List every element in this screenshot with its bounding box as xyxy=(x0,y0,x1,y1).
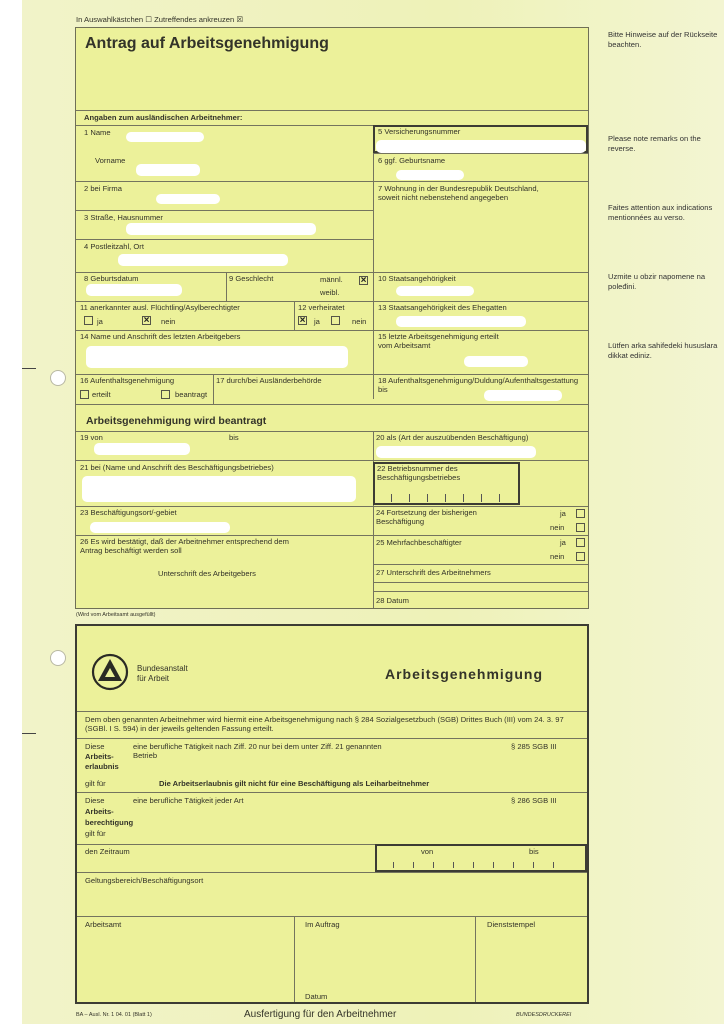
checkbox-refugee-no[interactable]: × xyxy=(143,315,150,326)
label-employer: 21 bei (Name und Anschrift des Beschäftigungsbetriebes) xyxy=(80,463,274,472)
redacted-insurance-number xyxy=(376,140,586,153)
order-label: Im Auftrag xyxy=(305,920,340,929)
checkbox-permit-granted[interactable] xyxy=(80,390,89,399)
permit-box xyxy=(75,624,589,1004)
work-permit-note: Die Arbeitserlaubnis gilt nicht für eine Beschäftigung als Leiharbeitnehmer xyxy=(159,779,430,788)
footer-form-number: BA – Ausl. Nr. 1 04. 01 (Blatt 1) xyxy=(76,1012,152,1018)
punch-hole-top xyxy=(50,370,66,386)
label-residence-until: 18 Aufenthaltsgenehmigung/Duldung/Aufenthaltsgestattung bis xyxy=(378,376,579,394)
work-entitlement-label-4: gilt für xyxy=(85,829,106,838)
label-birth-name: 6 ggf. Geburtsname xyxy=(378,156,446,165)
checkbox-continuation-no[interactable] xyxy=(576,523,585,532)
checkbox-male[interactable]: × xyxy=(360,275,367,286)
label-permit-granted: erteilt xyxy=(92,390,111,399)
redacted-last-employer xyxy=(86,346,348,368)
label-until: bis xyxy=(229,433,239,442)
redacted-city xyxy=(118,254,288,266)
redacted-street xyxy=(126,223,316,235)
label-firstname: Vorname xyxy=(95,156,126,165)
label-last-employer: 14 Name und Anschrift des letzten Arbeitgebers xyxy=(80,332,241,341)
label-spouse-nationality: 13 Staatsangehörigkeit des Ehegatten xyxy=(378,303,507,312)
label-employee-signature: 27 Unterschrift des Arbeitnehmers xyxy=(376,568,491,577)
checkbox-permit-applied[interactable] xyxy=(161,390,170,399)
side-note-fr: Faites attention aux indications mentionnées au verso. xyxy=(608,203,713,222)
redacted-workplace xyxy=(90,522,230,533)
label-last-permit: 15 letzte Arbeitsgenehmigung erteilt vom Arbeitsamt xyxy=(378,332,499,350)
checkbox-multiple-yes[interactable] xyxy=(576,538,585,547)
checkbox-married-no[interactable] xyxy=(331,316,340,325)
label-continuation: 24 Fortsetzung der bisherigen Beschäftigung xyxy=(376,508,477,526)
label-occupation: 20 als (Art der auszuübenden Beschäftigung) xyxy=(376,433,529,442)
redacted-birthdate xyxy=(86,284,182,296)
period-from: von xyxy=(421,847,434,856)
footer-printer: BUNDESDRUCKEREI xyxy=(516,1012,572,1018)
side-note-tr: Lütfen arka sahifedeki hususlara dikkat ediniz. xyxy=(608,341,718,360)
form-title: Antrag auf Arbeitsgenehmigung xyxy=(85,35,329,52)
redacted-nationality xyxy=(396,286,474,296)
top-note: In Auswahlkästchen ☐ Zutreffendes ankreuzen ☒ xyxy=(76,15,244,24)
label-continuation-yes: ja xyxy=(560,509,566,518)
redacted-spouse-nationality xyxy=(396,316,526,327)
label-refugee-yes: ja xyxy=(97,317,103,326)
label-name: 1 Name xyxy=(84,128,111,137)
office-label: Arbeitsamt xyxy=(85,920,122,929)
redacted-company xyxy=(156,194,220,204)
label-refugee-no: nein xyxy=(161,317,176,326)
checkbox-multiple-no[interactable] xyxy=(576,552,585,561)
work-entitlement-label-1: Diese xyxy=(85,796,105,805)
label-birthdate: 8 Geburtsdatum xyxy=(84,274,139,283)
work-entitlement-label-3: berechtigung xyxy=(85,818,134,827)
label-gender-female: weibl. xyxy=(320,288,340,297)
label-residence-germany: 7 Wohnung in der Bundesrepublik Deutschland, soweit nicht nebenstehend angegeben xyxy=(378,184,539,202)
side-note-en: Please note remarks on the reverse. xyxy=(608,134,701,153)
redacted-last-permit xyxy=(464,356,528,367)
office-note: (Wird vom Arbeitsamt ausgefüllt) xyxy=(76,612,156,618)
agency-name-2: für Arbeit xyxy=(137,674,170,683)
label-date: 28 Datum xyxy=(376,596,409,605)
period-label: den Zeitraum xyxy=(85,847,130,856)
label-married-yes: ja xyxy=(314,317,320,326)
label-zip-city: 4 Postleitzahl, Ort xyxy=(84,242,144,251)
stamp-label: Dienststempel xyxy=(487,920,536,929)
redacted-name xyxy=(126,132,204,142)
label-married: 12 verheiratet xyxy=(298,303,345,312)
redacted-period xyxy=(94,443,190,455)
work-entitlement-text: eine berufliche Tätigkeit jeder Art xyxy=(133,796,244,805)
work-entitlement-label-2: Arbeits- xyxy=(85,807,114,816)
work-entitlement-law: § 286 SGB III xyxy=(511,796,557,805)
work-permit-label-2: Arbeits- xyxy=(85,752,114,761)
label-multiple-no: nein xyxy=(550,552,565,561)
permit-title: Arbeitsgenehmigung xyxy=(385,666,544,682)
label-residence-permit: 16 Aufenthaltsgenehmigung xyxy=(80,376,175,385)
label-gender: 9 Geschlecht xyxy=(229,274,274,283)
checkbox-married-yes[interactable]: × xyxy=(299,315,306,326)
permit-intro: Dem oben genannten Arbeitnehmer wird hiermit eine Arbeitsgenehmigung nach § 284 Sozialgesetzbuch (SGB) Drittes Buch (III) vom 24. 3. 97 (SGBl. I S. 594) in der jeweils geltenden Fassung erteilt. xyxy=(85,715,564,733)
label-employer-signature: Unterschrift des Arbeitgebers xyxy=(158,569,256,578)
label-gender-male: männl. xyxy=(320,275,343,284)
agency-logo xyxy=(91,653,129,691)
label-from: 19 von xyxy=(80,433,103,442)
side-note-de: Bitte Hinweise auf der Rückseite beachten. xyxy=(608,30,718,49)
label-nationality: 10 Staatsangehörigkeit xyxy=(378,274,456,283)
section-request: Arbeitsgenehmigung wird beantragt xyxy=(86,415,267,427)
label-workplace: 23 Beschäftigungsort/-gebiet xyxy=(80,508,177,517)
label-permit-applied: beantragt xyxy=(175,390,208,399)
period-until: bis xyxy=(529,847,539,856)
agency-name-1: Bundesanstalt xyxy=(137,664,188,673)
fold-mark-bottom xyxy=(22,733,36,734)
redacted-firstname xyxy=(136,164,200,176)
fold-mark-top xyxy=(22,368,36,369)
period-box xyxy=(375,844,587,872)
work-permit-label-4: gilt für xyxy=(85,779,106,788)
label-continuation-no: nein xyxy=(550,523,565,532)
label-street: 3 Straße, Hausnummer xyxy=(84,213,163,222)
side-note-hr: Uzmite u obzir napomene na poleđini. xyxy=(608,272,706,291)
footer-copy-label: Ausfertigung für den Arbeitnehmer xyxy=(244,1009,397,1020)
label-married-no: nein xyxy=(352,317,367,326)
redacted-birth-name xyxy=(396,170,464,180)
label-refugee: 11 anerkannter ausl. Flüchtling/Asylberechtigter xyxy=(80,303,240,312)
permit-date-label: Datum xyxy=(305,992,328,1001)
label-insurance-number: 5 Versicherungsnummer xyxy=(378,127,461,136)
checkbox-continuation-yes[interactable] xyxy=(576,509,585,518)
work-permit-label-3: erlaubnis xyxy=(85,762,119,771)
redacted-occupation xyxy=(376,446,536,458)
punch-hole-bottom xyxy=(50,650,66,666)
label-multiple-employment: 25 Mehrfachbeschäftigter xyxy=(376,538,462,547)
label-company: 2 bei Firma xyxy=(84,184,122,193)
section-worker: Angaben zum ausländischen Arbeitnehmer: xyxy=(84,113,243,122)
label-foreigners-office: 17 durch/bei Ausländerbehörde xyxy=(216,376,322,385)
label-company-number: 22 Betriebsnummer des Beschäftigungsbetriebes xyxy=(377,464,461,482)
application-form xyxy=(75,27,589,609)
checkbox-refugee-yes[interactable] xyxy=(84,316,93,325)
redacted-residence-until xyxy=(484,390,562,401)
work-permit-label-1: Diese xyxy=(85,742,105,751)
label-confirmation: 26 Es wird bestätigt, daß der Arbeitnehmer entsprechend dem Antrag beschäftigt werden soll xyxy=(80,537,289,555)
label-multiple-yes: ja xyxy=(560,538,566,547)
redacted-employer xyxy=(82,476,356,502)
work-permit-text: eine berufliche Tätigkeit nach Ziff. 20 nur bei dem unter Ziff. 21 genannten Betrieb xyxy=(133,742,382,760)
scope-label: Geltungsbereich/Beschäftigungsort xyxy=(85,876,204,885)
work-permit-law: § 285 SGB III xyxy=(511,742,557,751)
